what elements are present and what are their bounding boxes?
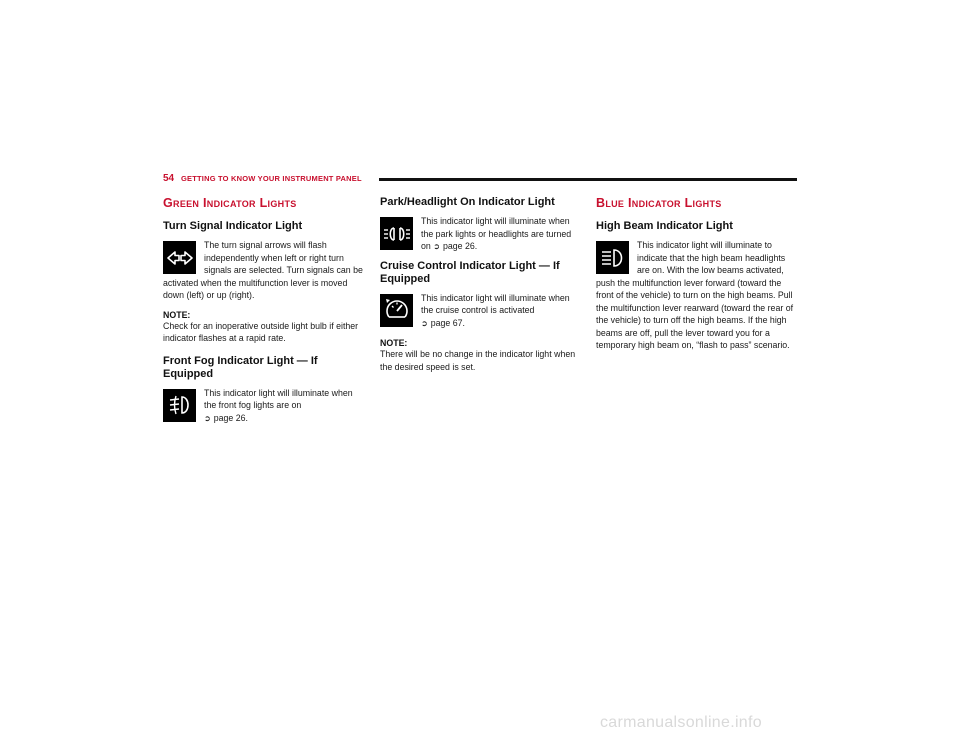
front-fog-body: This indicator light will illuminate when the front fog lights are on	[204, 387, 353, 410]
page-ref-arrow-icon: ➲	[421, 318, 428, 328]
cruise-block	[380, 292, 580, 331]
header-rule	[379, 178, 797, 181]
cruise-note-text: There will be no change in the indicator light when the desired speed is set.	[380, 349, 576, 372]
high-beam-icon	[596, 241, 629, 274]
park-body: This indicator light will illuminate when the park lights or headlights are turned on	[421, 216, 572, 251]
note-text: Check for an inoperative outside light bulb if either indicator flashes at a rapid rate.	[163, 320, 359, 343]
chapter-title: GETTING TO KNOW YOUR INSTRUMENT PANEL	[181, 174, 362, 183]
page-ref-arrow-icon: ➲	[204, 413, 211, 423]
front-fog-page-ref[interactable]: page 26.	[213, 412, 248, 423]
front-fog-block	[163, 387, 363, 426]
watermark: carmanualsonline.info	[600, 714, 762, 731]
park-block	[380, 215, 580, 254]
section-title-green: Green Indicator Lights	[163, 196, 297, 210]
high-beam-body: This indicator light will illuminate to indicate that the high beam headlights are on. With the low beams activated, push the multifunction lever forward (toward the front of the vehicle) to turn on the high beams. Pull the multifunction lever rearward (toward the rear of the vehicle) to turn off the high beams. If the high beams are off, pull the lever toward you for a temporary high beam on, “flash to pass” scenario.	[596, 240, 794, 350]
front-fog-heading: Front Fog Indicator Light — If Equipped	[163, 354, 318, 380]
column-blue-indicators	[596, 196, 796, 352]
turn-signal-heading: Turn Signal Indicator Light	[163, 220, 303, 232]
high-beam-heading: High Beam Indicator Light	[596, 220, 733, 232]
front-fog-light-icon	[163, 389, 196, 422]
note-label: NOTE:	[163, 309, 191, 320]
turn-signal-body: The turn signal arrows will flash independently when left or right turn signals are selected. Turn signals can be activated when the multifunction lever is moved down (left) or up (right).	[163, 240, 363, 300]
page-ref-arrow-icon: ➲	[433, 242, 440, 251]
cruise-control-icon	[380, 294, 413, 327]
cruise-heading: Cruise Control Indicator Light — If Equipped	[380, 259, 560, 285]
turn-signal-arrows-icon	[163, 241, 196, 274]
cruise-page-ref[interactable]: page 67.	[430, 317, 465, 328]
park-heading: Park/Headlight On Indicator Light	[380, 196, 555, 208]
page-header	[163, 173, 797, 187]
cruise-note-label: NOTE:	[380, 338, 408, 348]
turn-signal-block	[163, 239, 363, 302]
park-page-ref[interactable]: page 26.	[442, 241, 478, 251]
park-lights-icon	[380, 217, 413, 250]
cruise-body: This indicator light will illuminate when the cruise control is activated	[421, 292, 570, 315]
high-beam-block	[596, 239, 796, 352]
column-park-cruise	[380, 196, 580, 373]
section-title-blue: Blue Indicator Lights	[596, 196, 722, 210]
column-green-indicators	[163, 196, 363, 425]
page-number: 54	[163, 173, 175, 184]
